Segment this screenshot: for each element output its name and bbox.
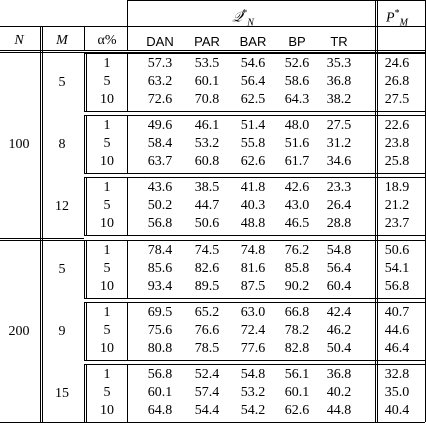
rule [84,26,85,50]
rule [84,177,85,235]
rule [84,302,425,303]
alpha-cell: 5 [103,74,111,89]
value-cell-par: 46.1 [194,118,220,133]
value-cell-bar: 62.6 [240,154,266,169]
value-cell-bp: 78.2 [284,323,310,338]
value-cell-bp: 90.2 [284,279,310,294]
rule [84,173,425,174]
p-value-cell: 54.1 [384,261,410,276]
alpha-cell: 10 [100,341,114,356]
rule [127,0,128,50]
value-cell-dan: 63.7 [147,154,173,169]
header-mid-rule [0,26,425,27]
p-value-cell: 35.0 [384,385,410,400]
header-q-group: 𝒬*$_N$ [232,8,254,29]
value-cell-par: 82.6 [194,261,220,276]
value-cell-dan: 85.6 [147,261,173,276]
p-value-cell: 24.6 [384,56,410,71]
m-value-cell: 9 [58,324,66,339]
m-value-cell: 5 [58,262,66,277]
rule [84,364,85,422]
value-cell-dan: 80.8 [147,341,173,356]
value-cell-bp: 58.6 [284,74,310,89]
n-value-cell: 200 [8,324,30,339]
value-cell-dan: 50.2 [147,198,173,213]
value-cell-bar: 74.8 [240,243,266,258]
value-cell-dan: 58.4 [147,136,173,151]
value-cell-bp: 60.1 [284,385,310,400]
value-cell-bar: 53.2 [240,385,266,400]
rule [86,177,87,235]
value-cell-tr: 54.8 [326,243,352,258]
header-method-bar: BAR [239,34,267,49]
rule [377,0,378,239]
p-value-cell: 27.5 [384,92,410,107]
rule [84,360,425,361]
rule [84,177,425,178]
alpha-cell: 10 [100,92,114,107]
rule [377,239,378,422]
value-cell-par: 53.2 [194,136,220,151]
value-cell-tr: 34.6 [326,154,352,169]
p-value-cell: 46.4 [384,341,410,356]
alpha-cell: 5 [103,198,111,213]
value-cell-bar: 54.2 [240,403,266,418]
m-value-cell: 8 [58,137,66,152]
value-cell-bar: 87.5 [240,279,266,294]
value-cell-par: 50.6 [194,216,220,231]
value-cell-tr: 31.2 [326,136,352,151]
value-cell-dan: 56.8 [147,367,173,382]
n-value-cell: 100 [8,137,30,152]
value-cell-bar: 55.8 [240,136,266,151]
rule [84,240,425,241]
rule [42,239,43,422]
value-cell-par: 65.2 [194,305,220,320]
value-cell-bp: 62.6 [284,403,310,418]
value-cell-dan: 60.1 [147,385,173,400]
value-cell-bar: 63.0 [240,305,266,320]
value-cell-bar: 41.8 [240,180,266,195]
value-cell-bp: 43.0 [284,198,310,213]
p-value-cell: 56.8 [384,279,410,294]
p-value-cell: 32.8 [384,367,410,382]
value-cell-dan: 69.5 [147,305,173,320]
rule [84,364,425,365]
rule [86,302,87,360]
value-cell-bar: 54.8 [240,367,266,382]
value-cell-bp: 46.5 [284,216,310,231]
value-cell-par: 54.4 [194,403,220,418]
value-cell-bar: 77.6 [240,341,266,356]
value-cell-par: 89.5 [194,279,220,294]
alpha-cell: 5 [103,136,111,151]
value-cell-tr: 35.3 [326,56,352,71]
value-cell-tr: 50.4 [326,341,352,356]
value-cell-bp: 48.0 [284,118,310,133]
value-cell-bar: 81.6 [240,261,266,276]
value-cell-par: 74.5 [194,243,220,258]
rule [84,111,425,112]
value-cell-par: 76.6 [194,323,220,338]
p-value-cell: 50.6 [384,243,410,258]
value-cell-bp: 85.8 [284,261,310,276]
value-cell-bp: 51.6 [284,136,310,151]
alpha-cell: 5 [103,261,111,276]
header-alpha: α% [97,33,117,48]
header-method-dan: DAN [146,34,174,49]
p-value-cell: 44.6 [384,323,410,338]
header-m: M [56,33,68,48]
top-rule [127,0,425,1]
value-cell-bp: 82.8 [284,341,310,356]
header-method-bp: BP [288,34,306,49]
value-cell-bar: 48.8 [240,216,266,231]
value-cell-par: 78.5 [194,341,220,356]
rule [127,115,128,173]
header-n: N [14,33,24,48]
alpha-cell: 10 [100,216,114,231]
value-cell-dan: 63.2 [147,74,173,89]
rule [127,302,128,360]
value-cell-tr: 44.8 [326,403,352,418]
value-cell-bar: 62.5 [240,92,266,107]
value-cell-bp: 64.3 [284,92,310,107]
value-cell-par: 44.7 [194,198,220,213]
rule [86,53,87,111]
header-method-par: PAR [194,34,220,49]
rule [86,240,87,298]
m-value-cell: 15 [55,386,69,401]
value-cell-tr: 26.4 [326,198,352,213]
alpha-cell: 1 [103,367,111,382]
value-cell-par: 57.4 [194,385,220,400]
m-value-cell: 5 [58,75,66,90]
m-value-cell: 12 [55,199,69,214]
rule [84,115,425,116]
alpha-cell: 1 [103,243,111,258]
value-cell-dan: 72.6 [147,92,173,107]
value-cell-tr: 36.8 [326,367,352,382]
rule [375,0,376,239]
value-cell-tr: 42.4 [326,305,352,320]
value-cell-bar: 56.4 [240,74,266,89]
alpha-cell: 1 [103,118,111,133]
rule [375,239,376,422]
rule [42,26,43,239]
value-cell-dan: 64.8 [147,403,173,418]
p-value-cell: 18.9 [384,180,410,195]
rule [84,240,85,298]
value-cell-tr: 40.2 [326,385,352,400]
rule [40,26,41,239]
value-cell-par: 70.8 [194,92,220,107]
alpha-cell: 5 [103,385,111,400]
rule [86,115,87,173]
alpha-cell: 1 [103,305,111,320]
p-value-cell: 26.8 [384,74,410,89]
p-value-cell: 23.7 [384,216,410,231]
alpha-cell: 1 [103,180,111,195]
value-cell-par: 60.1 [194,74,220,89]
value-cell-tr: 28.8 [326,216,352,231]
value-cell-bp: 52.6 [284,56,310,71]
group-separator [0,238,84,239]
value-cell-par: 60.8 [194,154,220,169]
p-value-cell: 40.7 [384,305,410,320]
alpha-cell: 10 [100,279,114,294]
p-value-cell: 25.8 [384,154,410,169]
value-cell-par: 38.5 [194,180,220,195]
value-cell-dan: 93.4 [147,279,173,294]
value-cell-bp: 56.1 [284,367,310,382]
value-cell-tr: 46.2 [326,323,352,338]
value-cell-dan: 43.6 [147,180,173,195]
header-p-group: $P^*_M$ [386,8,408,29]
value-cell-par: 52.4 [194,367,220,382]
rule [127,53,128,111]
value-cell-bp: 42.6 [284,180,310,195]
p-value-cell: 40.4 [384,403,410,418]
header-bottom-rule [0,50,425,51]
value-cell-dan: 75.6 [147,323,173,338]
p-value-cell: 23.8 [384,136,410,151]
rule [84,53,85,111]
value-cell-bp: 61.7 [284,154,310,169]
value-cell-bar: 40.3 [240,198,266,213]
rule [40,239,41,422]
rule [84,302,85,360]
rule [127,364,128,422]
rule [86,364,87,422]
value-cell-tr: 38.2 [326,92,352,107]
rule [127,240,128,298]
value-cell-tr: 60.4 [326,279,352,294]
p-value-cell: 21.2 [384,198,410,213]
value-cell-par: 53.5 [194,56,220,71]
value-cell-bar: 54.6 [240,56,266,71]
alpha-cell: 10 [100,154,114,169]
value-cell-tr: 56.4 [326,261,352,276]
header-method-tr: TR [330,34,348,49]
value-cell-dan: 49.6 [147,118,173,133]
value-cell-bp: 66.8 [284,305,310,320]
rule [84,298,425,299]
value-cell-tr: 23.3 [326,180,352,195]
value-cell-dan: 56.8 [147,216,173,231]
value-cell-bar: 51.4 [240,118,266,133]
p-value-cell: 22.6 [384,118,410,133]
alpha-cell: 10 [100,403,114,418]
alpha-cell: 5 [103,323,111,338]
value-cell-bp: 76.2 [284,243,310,258]
alpha-cell: 1 [103,56,111,71]
rule [84,53,425,54]
value-cell-dan: 57.3 [147,56,173,71]
value-cell-dan: 78.4 [147,243,173,258]
rule [84,235,425,236]
rule [84,115,85,173]
group-separator [0,240,84,241]
value-cell-bar: 72.4 [240,323,266,338]
value-cell-tr: 36.8 [326,74,352,89]
rule [127,177,128,235]
value-cell-tr: 27.5 [326,118,352,133]
